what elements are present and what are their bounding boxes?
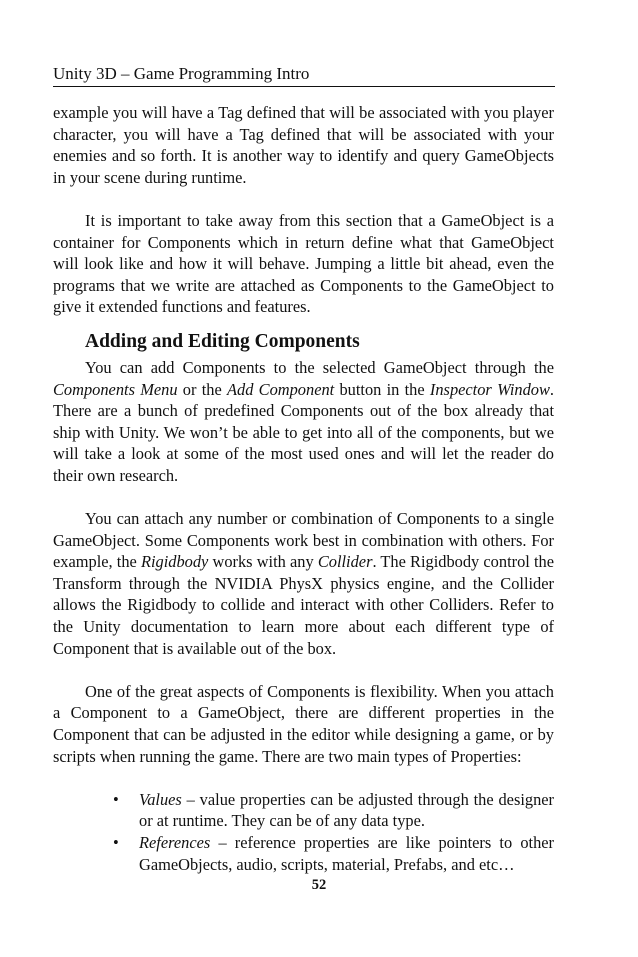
text-span: button in the: [334, 379, 430, 399]
text-span: . The Rigidbody control the Transform through the NVIDIA PhysX physics engine, and the Collider allows the Rigidbody to collide and interact with other Colliders. Refer to the Unity documentation to learn more about each different type of Component that is available out of the box.: [53, 552, 555, 658]
list-item: [53, 832, 554, 875]
running-header: Unity 3D – Game Programming Intro: [53, 64, 555, 87]
inspector-window-term: Inspector Window: [429, 379, 550, 399]
paragraph-tag-continuation: example you will have a Tag defined that will be associated with you player character, you will have a Tag defined that will be associated with your enemies and so forth. It is another way to identify and query GameObjects in your scene during runtime.: [53, 103, 554, 187]
paragraph-component-flexibility: One of the great aspects of Components is flexibility. When you attach a Component to a GameObject, there are different properties in the Component that can be adjusted in the editor while designing a game, or by scripts when running the game. There are two main types of Properties:: [53, 681, 554, 766]
section-heading: Adding and Editing Components: [85, 330, 360, 352]
text-span: works with any: [208, 552, 318, 572]
bullet-icon: •: [113, 833, 119, 852]
list-item: [53, 789, 554, 832]
text-span: You can attach any number or combination of Components to a single GameObject. Some Components work best in combination with others. For example, the: [53, 509, 554, 572]
text-span: or the: [177, 379, 227, 399]
text-span: . There are a bunch of predefined Components out of the box already that ship with Unity. We won’t be able to get into all of the components, but we will take a look at some of the most used ones and will let the reader do their own research.: [53, 379, 554, 485]
paragraph-combining-components: [53, 508, 554, 659]
body-text: [53, 102, 554, 875]
paragraph-adding-components: [53, 357, 554, 487]
references-term: References: [139, 833, 211, 852]
collider-term: Collider: [317, 552, 373, 572]
values-term: Values: [139, 789, 182, 809]
page-number: 52: [311, 877, 327, 893]
bullet-icon: •: [113, 789, 119, 809]
property-types-list: [53, 789, 554, 875]
rigidbody-term: Rigidbody: [140, 552, 209, 572]
list-item-text: – value properties can be adjusted through the designer or at runtime. They can be of any data type.: [139, 789, 554, 831]
add-component-term: Add Component: [226, 379, 335, 399]
text-span: You can add Components to the selected GameObject through the: [85, 357, 554, 377]
components-menu-term: Components Menu: [53, 379, 178, 399]
list-item-text: – reference properties are like pointers to other GameObjects, audio, scripts, material, Prefabs, and etc…: [139, 833, 554, 874]
paragraph-gameobject-container: It is important to take away from this section that a GameObject is a container for Components which in return define what that GameObject will look like and how it will behave. Jumping a little bit ahead, even the programs that we write are attached as Components to the GameObject to give it extended functions and features.: [53, 210, 554, 317]
